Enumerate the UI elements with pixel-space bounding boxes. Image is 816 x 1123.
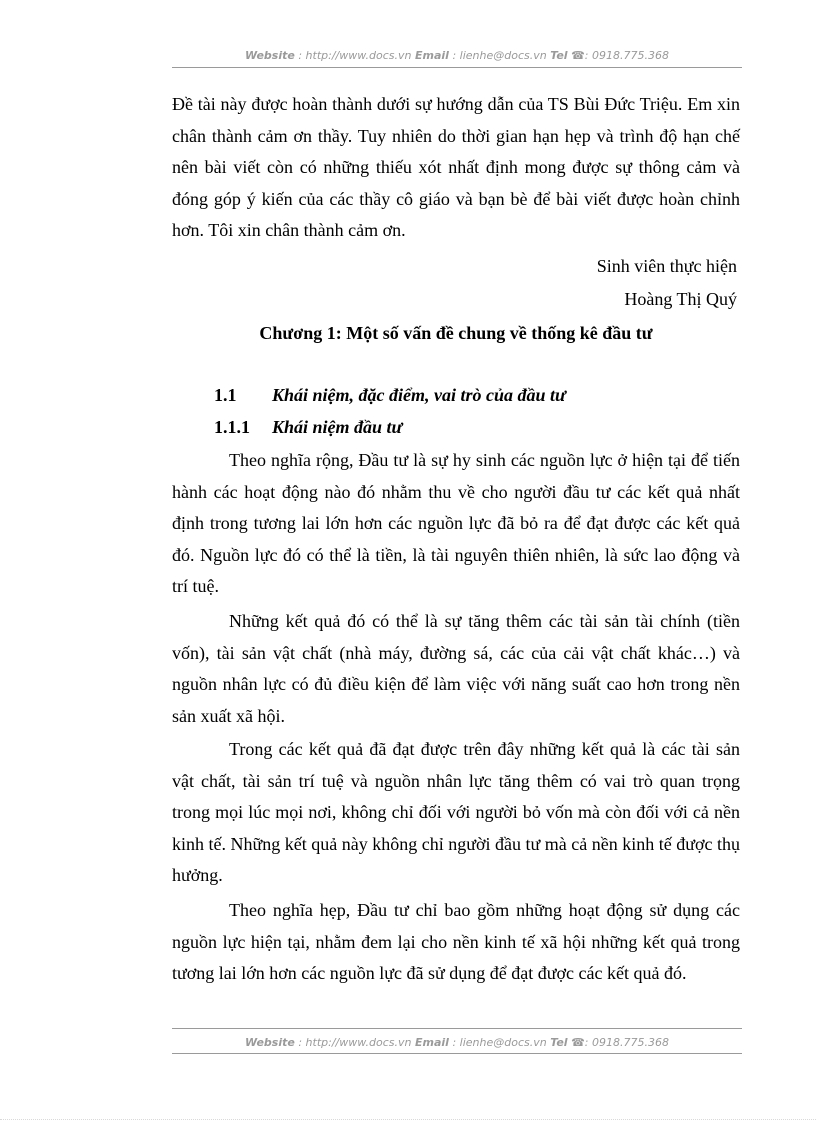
page-header — [172, 49, 742, 62]
footer-tel-value: : 0918.775.368 — [584, 1036, 669, 1049]
header-website-value: : http://www.docs.vn — [294, 49, 416, 62]
header-rule — [172, 67, 742, 68]
phone-icon: ☎ — [571, 49, 585, 62]
header-email-label: Email — [415, 49, 449, 62]
intro-paragraph: Đề tài này được hoàn thành dưới sự hướng dẫn của TS Bùi Đức Triệu. Em xin chân thành cảm ơn thầy. Tuy nhiên do thời gian hạn hẹp và trình độ hạn chế nên bài viết còn có những thiếu xót nhất định mong được sự thông cảm và đóng góp ý kiến của các thầy cô giáo và bạn bè để bài viết được hoàn chỉnh hơn. Tôi xin chân thành cảm ơn. — [172, 94, 740, 240]
header-website-label: Website — [245, 49, 295, 62]
section-number: 1.1 — [214, 385, 237, 405]
footer-website-value: : http://www.docs.vn — [294, 1036, 416, 1049]
footer-email-label: Email — [415, 1036, 449, 1049]
header-tel-label: Tel — [550, 49, 568, 62]
footer-tel-label: Tel — [550, 1036, 568, 1049]
header-email-value: : lienhe@docs.vn — [448, 49, 551, 62]
chapter-title: Chương 1: Một số vấn đề chung về thống kê đầu tư — [259, 323, 653, 343]
section-heading — [214, 385, 566, 406]
section-title: Khái niệm, đặc điểm, vai trò của đầu tư — [272, 385, 566, 405]
body-paragraph: Theo nghĩa rộng, Đầu tư là sự hy sinh các nguồn lực ở hiện tại để tiến hành các hoạt động nào đó nhằm thu về cho người đầu tư các kết quả nhất định trong tương lai lớn hơn các nguồn lực đã bỏ ra để đạt được các kết quả đó. Nguồn lực đó có thể là tiền, là tài nguyên thiên nhiên, là sức lao động và trí tuệ. — [172, 450, 740, 596]
footer-email-value: : lienhe@docs.vn — [448, 1036, 551, 1049]
body-paragraph: Theo nghĩa hẹp, Đầu tư chỉ bao gồm những hoạt động sử dụng các nguồn lực hiện tại, nhằm đem lại cho nền kinh tế xã hội những kết quả trong tương lai lớn hơn các nguồn lực đã sử dụng để đạt được các kết quả đó. — [172, 900, 740, 983]
subsection-heading — [214, 417, 402, 438]
signature-name: Hoàng Thị Quý — [624, 289, 737, 309]
footer-rule — [172, 1053, 742, 1054]
body-paragraph: Trong các kết quả đã đạt được trên đây những kết quả là các tài sản vật chất, tài sản trí tuệ và nguồn nhân lực tăng thêm có vai trò quan trọng trong mọi lúc mọi nơi, không chỉ đối với người bỏ vốn mà còn đối với cả nền kinh tế. Những kết quả này không chỉ người đầu tư mà cả nền kinh tế được thụ hưởng. — [172, 739, 740, 885]
header-tel-value: : 0918.775.368 — [584, 49, 669, 62]
body-paragraph: Những kết quả đó có thể là sự tăng thêm các tài sản tài chính (tiền vốn), tài sản vật chất (nhà máy, đường sá, các của cải vật chất khác…) và nguồn nhân lực có đủ điều kiện để làm việc với năng suất cao hơn trong nền sản xuất xã hội. — [172, 611, 740, 726]
subsection-title: Khái niệm đầu tư — [272, 417, 403, 437]
phone-icon: ☎ — [571, 1036, 585, 1049]
signature-role: Sinh viên thực hiện — [596, 256, 737, 276]
footer-rule-top — [172, 1028, 742, 1029]
subsection-number: 1.1.1 — [214, 417, 250, 437]
page-bottom-dotted-line — [0, 1119, 816, 1120]
footer-website-label: Website — [245, 1036, 295, 1049]
page-footer — [172, 1036, 742, 1049]
